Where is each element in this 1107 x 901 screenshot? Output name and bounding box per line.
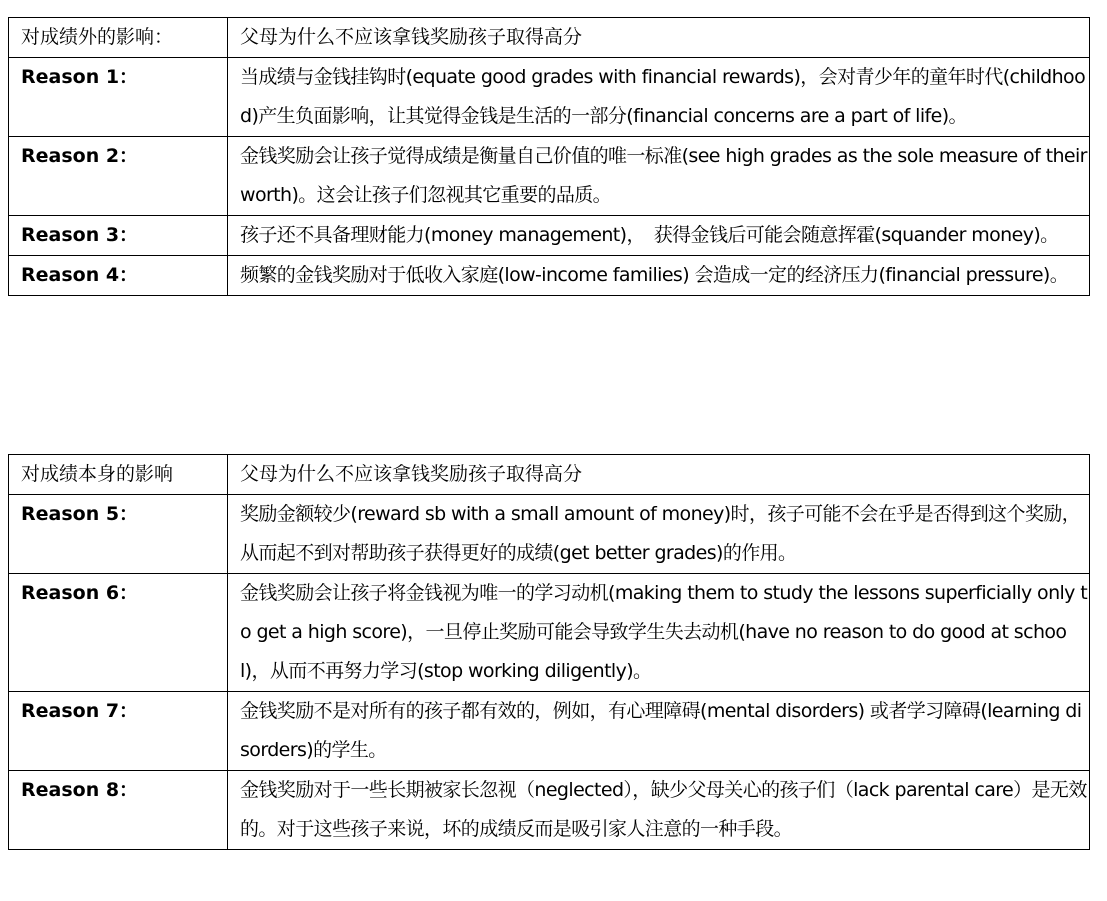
- reason-text: 金钱奖励对于一些长期被家长忽视（neglected），缺少父母关心的孩子们（lack parental care）是无效的。对于这些孩子来说，坏的成绩反而是吸引家人注意的一种手段。: [228, 771, 1090, 850]
- reasons-table-grades-themselves: [8, 454, 1090, 850]
- reason-text: 奖励金额较少(reward sb with a small amount of money)时，孩子可能不会在乎是否得到这个奖励，从而起不到对帮助孩子获得更好的成绩(get better grades)的作用。: [228, 495, 1090, 574]
- reason-label: Reason 8：: [9, 771, 228, 850]
- table-row: [9, 495, 1090, 574]
- reason-label: Reason 3：: [9, 216, 228, 256]
- table-row: [9, 137, 1090, 216]
- reason-text: 金钱奖励会让孩子觉得成绩是衡量自己价值的唯一标准(see high grades as the sole measure of their worth)。这会让孩子们忽视其它重要的品质。: [228, 137, 1090, 216]
- table-row: [9, 771, 1090, 850]
- reason-label: Reason 2：: [9, 137, 228, 216]
- reason-text: 孩子还不具备理财能力(money management)， 获得金钱后可能会随意挥霍(squander money)。: [228, 216, 1090, 256]
- header-label-cell: 对成绩外的影响：: [9, 18, 228, 58]
- reason-label: Reason 7：: [9, 692, 228, 771]
- header-label-cell: 对成绩本身的影响: [9, 455, 228, 495]
- reasons-table-outside-grades: [8, 17, 1090, 296]
- reason-label: Reason 1：: [9, 58, 228, 137]
- header-title-cell: 父母为什么不应该拿钱奖励孩子取得高分: [228, 18, 1090, 58]
- reason-text: 金钱奖励会让孩子将金钱视为唯一的学习动机(making them to study the lessons superficially only to get a high score)，一旦停止奖励可能会导致学生失去动机(have no reason to do good at school)，从而不再努力学习(stop working diligently)。: [228, 574, 1090, 692]
- table-row: [9, 692, 1090, 771]
- table-header-row: [9, 455, 1090, 495]
- table-row: [9, 216, 1090, 256]
- reason-label: Reason 6：: [9, 574, 228, 692]
- table-row: [9, 256, 1090, 296]
- header-title-cell: 父母为什么不应该拿钱奖励孩子取得高分: [228, 455, 1090, 495]
- table-header-row: [9, 18, 1090, 58]
- reason-label: Reason 4：: [9, 256, 228, 296]
- reason-label: Reason 5：: [9, 495, 228, 574]
- table-row: [9, 574, 1090, 692]
- table-row: [9, 58, 1090, 137]
- reason-text: 频繁的金钱奖励对于低收入家庭(low-income families) 会造成一定的经济压力(financial pressure)。: [228, 256, 1090, 296]
- reason-text: 金钱奖励不是对所有的孩子都有效的，例如，有心理障碍(mental disorders) 或者学习障碍(learning disorders)的学生。: [228, 692, 1090, 771]
- reason-text: 当成绩与金钱挂钩时(equate good grades with financial rewards)，会对青少年的童年时代(childhood)产生负面影响，让其觉得金钱是生活的一部分(financial concerns are a part of life)。: [228, 58, 1090, 137]
